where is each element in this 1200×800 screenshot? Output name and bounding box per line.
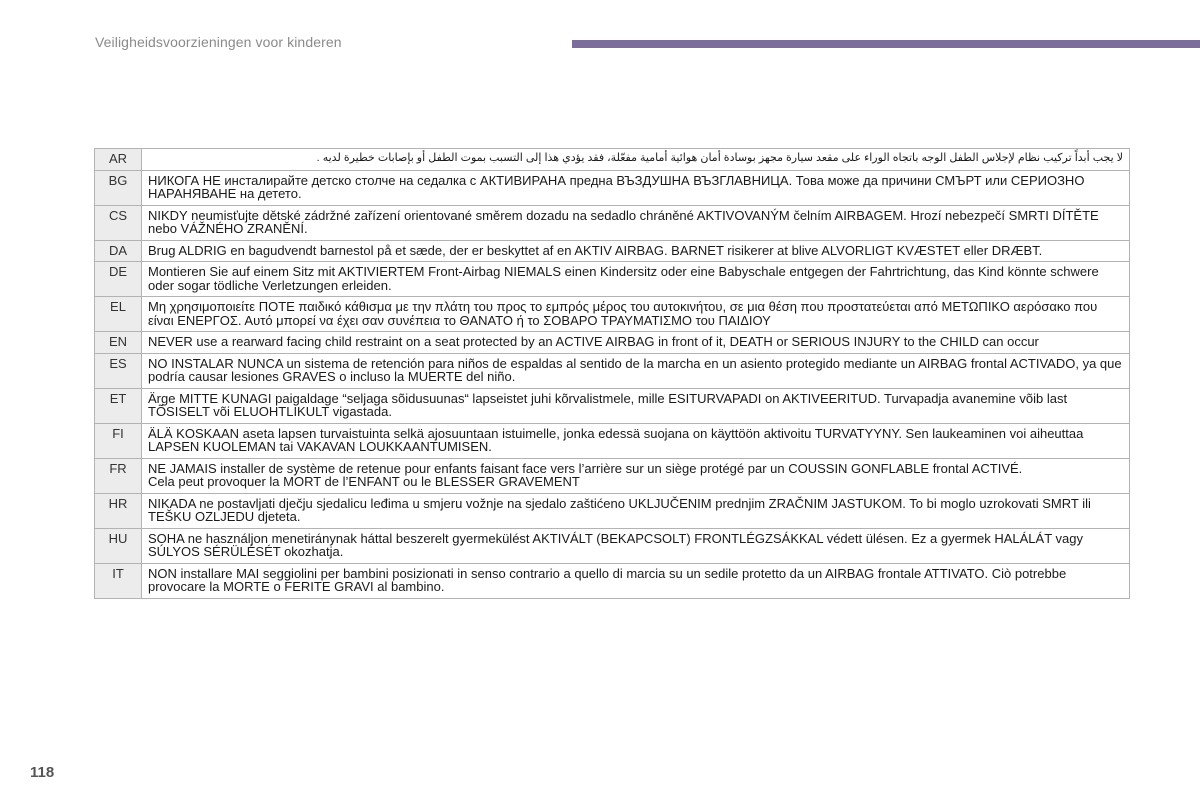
warning-text: Μη χρησιμοποιείτε ΠΟΤΕ παιδικό κάθισμα με την πλάτη του προς το εμπρός μέρος του αυτοκινήτου, σε μια θέση που προστατεύεται από ΜΕΤΩΠΙΚΟ αερόσακο που είναι ΕΝΕΡΓΟΣ. Αυτό μπορεί να έχει σαν συνέπεια το ΘΑΝΑΤΟ ή το ΣΟΒΑΡΟ ΤΡΑΥΜΑΤΙΣΜΟ του ΠΑΙΔΙΟΥ (142, 297, 1130, 332)
warning-text: NIKADA ne postavljati dječju sjedalicu leđima u smjeru vožnje na sjedalo zaštićeno UKLJUČENIM prednjim ZRAČNIM JASTUKOM. To bi moglo uzrokovati SMRT ili TEŠKU OZLJEDU djeteta. (142, 493, 1130, 528)
table-row (95, 563, 1130, 598)
language-code: IT (95, 563, 142, 598)
warning-text: Ärge MITTE KUNAGI paigaldage “seljaga sõidusuunas“ lapseistet juhi kõrvalistmele, mille ESITURVAPADI on AKTIVEERITUD. Turvapadja avanemine võib last TÕSISELT või ELUOHTLIKULT vigastada. (142, 388, 1130, 423)
language-code: AR (95, 149, 142, 171)
table-row (95, 388, 1130, 423)
header-accent-bar (572, 40, 1200, 48)
table-row (95, 205, 1130, 240)
language-code: HR (95, 493, 142, 528)
table-row (95, 149, 1130, 171)
language-code: EL (95, 297, 142, 332)
warning-text: ÄLÄ KOSKAAN aseta lapsen turvaistuinta selkä ajosuuntaan istuimelle, jonka edessä suojana on käyttöön aktivoitu TURVATYYNY. Sen laukeaminen voi aiheuttaa LAPSEN KUOLEMAN tai VAKAVAN LOUKKAANTUMISEN. (142, 423, 1130, 458)
table-row (95, 423, 1130, 458)
language-code: DA (95, 240, 142, 262)
page-number: 118 (30, 764, 55, 781)
language-code: HU (95, 528, 142, 563)
table-row (95, 458, 1130, 493)
table-row (95, 493, 1130, 528)
language-code: CS (95, 205, 142, 240)
warning-text: NIKDY neumisťujte dětské zádržné zařízení orientované směrem dozadu na sedadlo chráněné AKTIVOVANÝM čelním AIRBAGEM. Hrozí nebezpečí SMRTI DÍTĚTE nebo VÁŽNÉHO ZRANĚNÍ. (142, 205, 1130, 240)
language-code: FR (95, 458, 142, 493)
airbag-warning-table (94, 148, 1130, 599)
section-title: Veiligheidsvoorzieningen voor kinderen (95, 34, 342, 50)
table-row (95, 353, 1130, 388)
table-row (95, 332, 1130, 354)
warning-text: Brug ALDRIG en bagudvendt barnestol på et sæde, der er beskyttet af en AKTIV AIRBAG. BARNET risikerer at blive ALVORLIGT KVÆSTET eller DRÆBT. (142, 240, 1130, 262)
warning-text: لا يجب أبداً تركيب نظام لإجلاس الطفل الوجه باتجاه الوراء على مقعد سيارة مجهز بوسادة أمان هوائية أمامية مفعّلة، فقد يؤدي هذا إلى التسبب بموت الطفل أو بإصابات خطيرة لديه . (142, 149, 1130, 171)
warning-text: Montieren Sie auf einem Sitz mit AKTIVIERTEM Front-Airbag NIEMALS einen Kindersitz oder eine Babyschale entgegen der Fahrtrichtung, das Kind könnte schwere oder sogar tödliche Verletzungen erleiden. (142, 262, 1130, 297)
language-code: EN (95, 332, 142, 354)
table-row (95, 240, 1130, 262)
warning-text: NO INSTALAR NUNCA un sistema de retención para niños de espaldas al sentido de la marcha en un asiento protegido mediante un AIRBAG frontal ACTIVADO, ya que podría causar lesiones GRAVES o incluso la MUERTE del niño. (142, 353, 1130, 388)
warning-text: NON installare MAI seggiolini per bambini posizionati in senso contrario a quello di marcia su un sedile protetto da un AIRBAG frontale ATTIVATO. Ciò potrebbe provocare la MORTE o FERITE GRAVI al bambino. (142, 563, 1130, 598)
language-code: DE (95, 262, 142, 297)
language-code: ES (95, 353, 142, 388)
language-code: BG (95, 170, 142, 205)
table-row (95, 262, 1130, 297)
table-row (95, 528, 1130, 563)
warning-text: НИКОГА НЕ инсталирайте детско столче на седалка с АКТИВИРАНА предна ВЪЗДУШНА ВЪЗГЛАВНИЦА. Това може да причини СМЪРТ или СЕРИОЗНО НАРАНЯВАНЕ на детето. (142, 170, 1130, 205)
table-row (95, 297, 1130, 332)
warning-text: NE JAMAIS installer de système de retenue pour enfants faisant face vers l’arrière sur un siège protégé par un COUSSIN GONFLABLE frontal ACTIVÉ. Cela peut provoquer la MORT de l’ENFANT ou le BLESSER GRAVEMENT (142, 458, 1130, 493)
table-row (95, 170, 1130, 205)
warning-text: SOHA ne használjon menetiránynak háttal beszerelt gyermekülést AKTIVÁLT (BEKAPCSOLT) FRONTLÉGZSÁKKAL védett ülésen. Ez a gyermek HALÁLÁT vagy SÚLYOS SÉRÜLÉSÉT okozhatja. (142, 528, 1130, 563)
warning-text: NEVER use a rearward facing child restraint on a seat protected by an ACTIVE AIRBAG in front of it, DEATH or SERIOUS INJURY to the CHILD can occur (142, 332, 1130, 354)
language-code: FI (95, 423, 142, 458)
language-code: ET (95, 388, 142, 423)
